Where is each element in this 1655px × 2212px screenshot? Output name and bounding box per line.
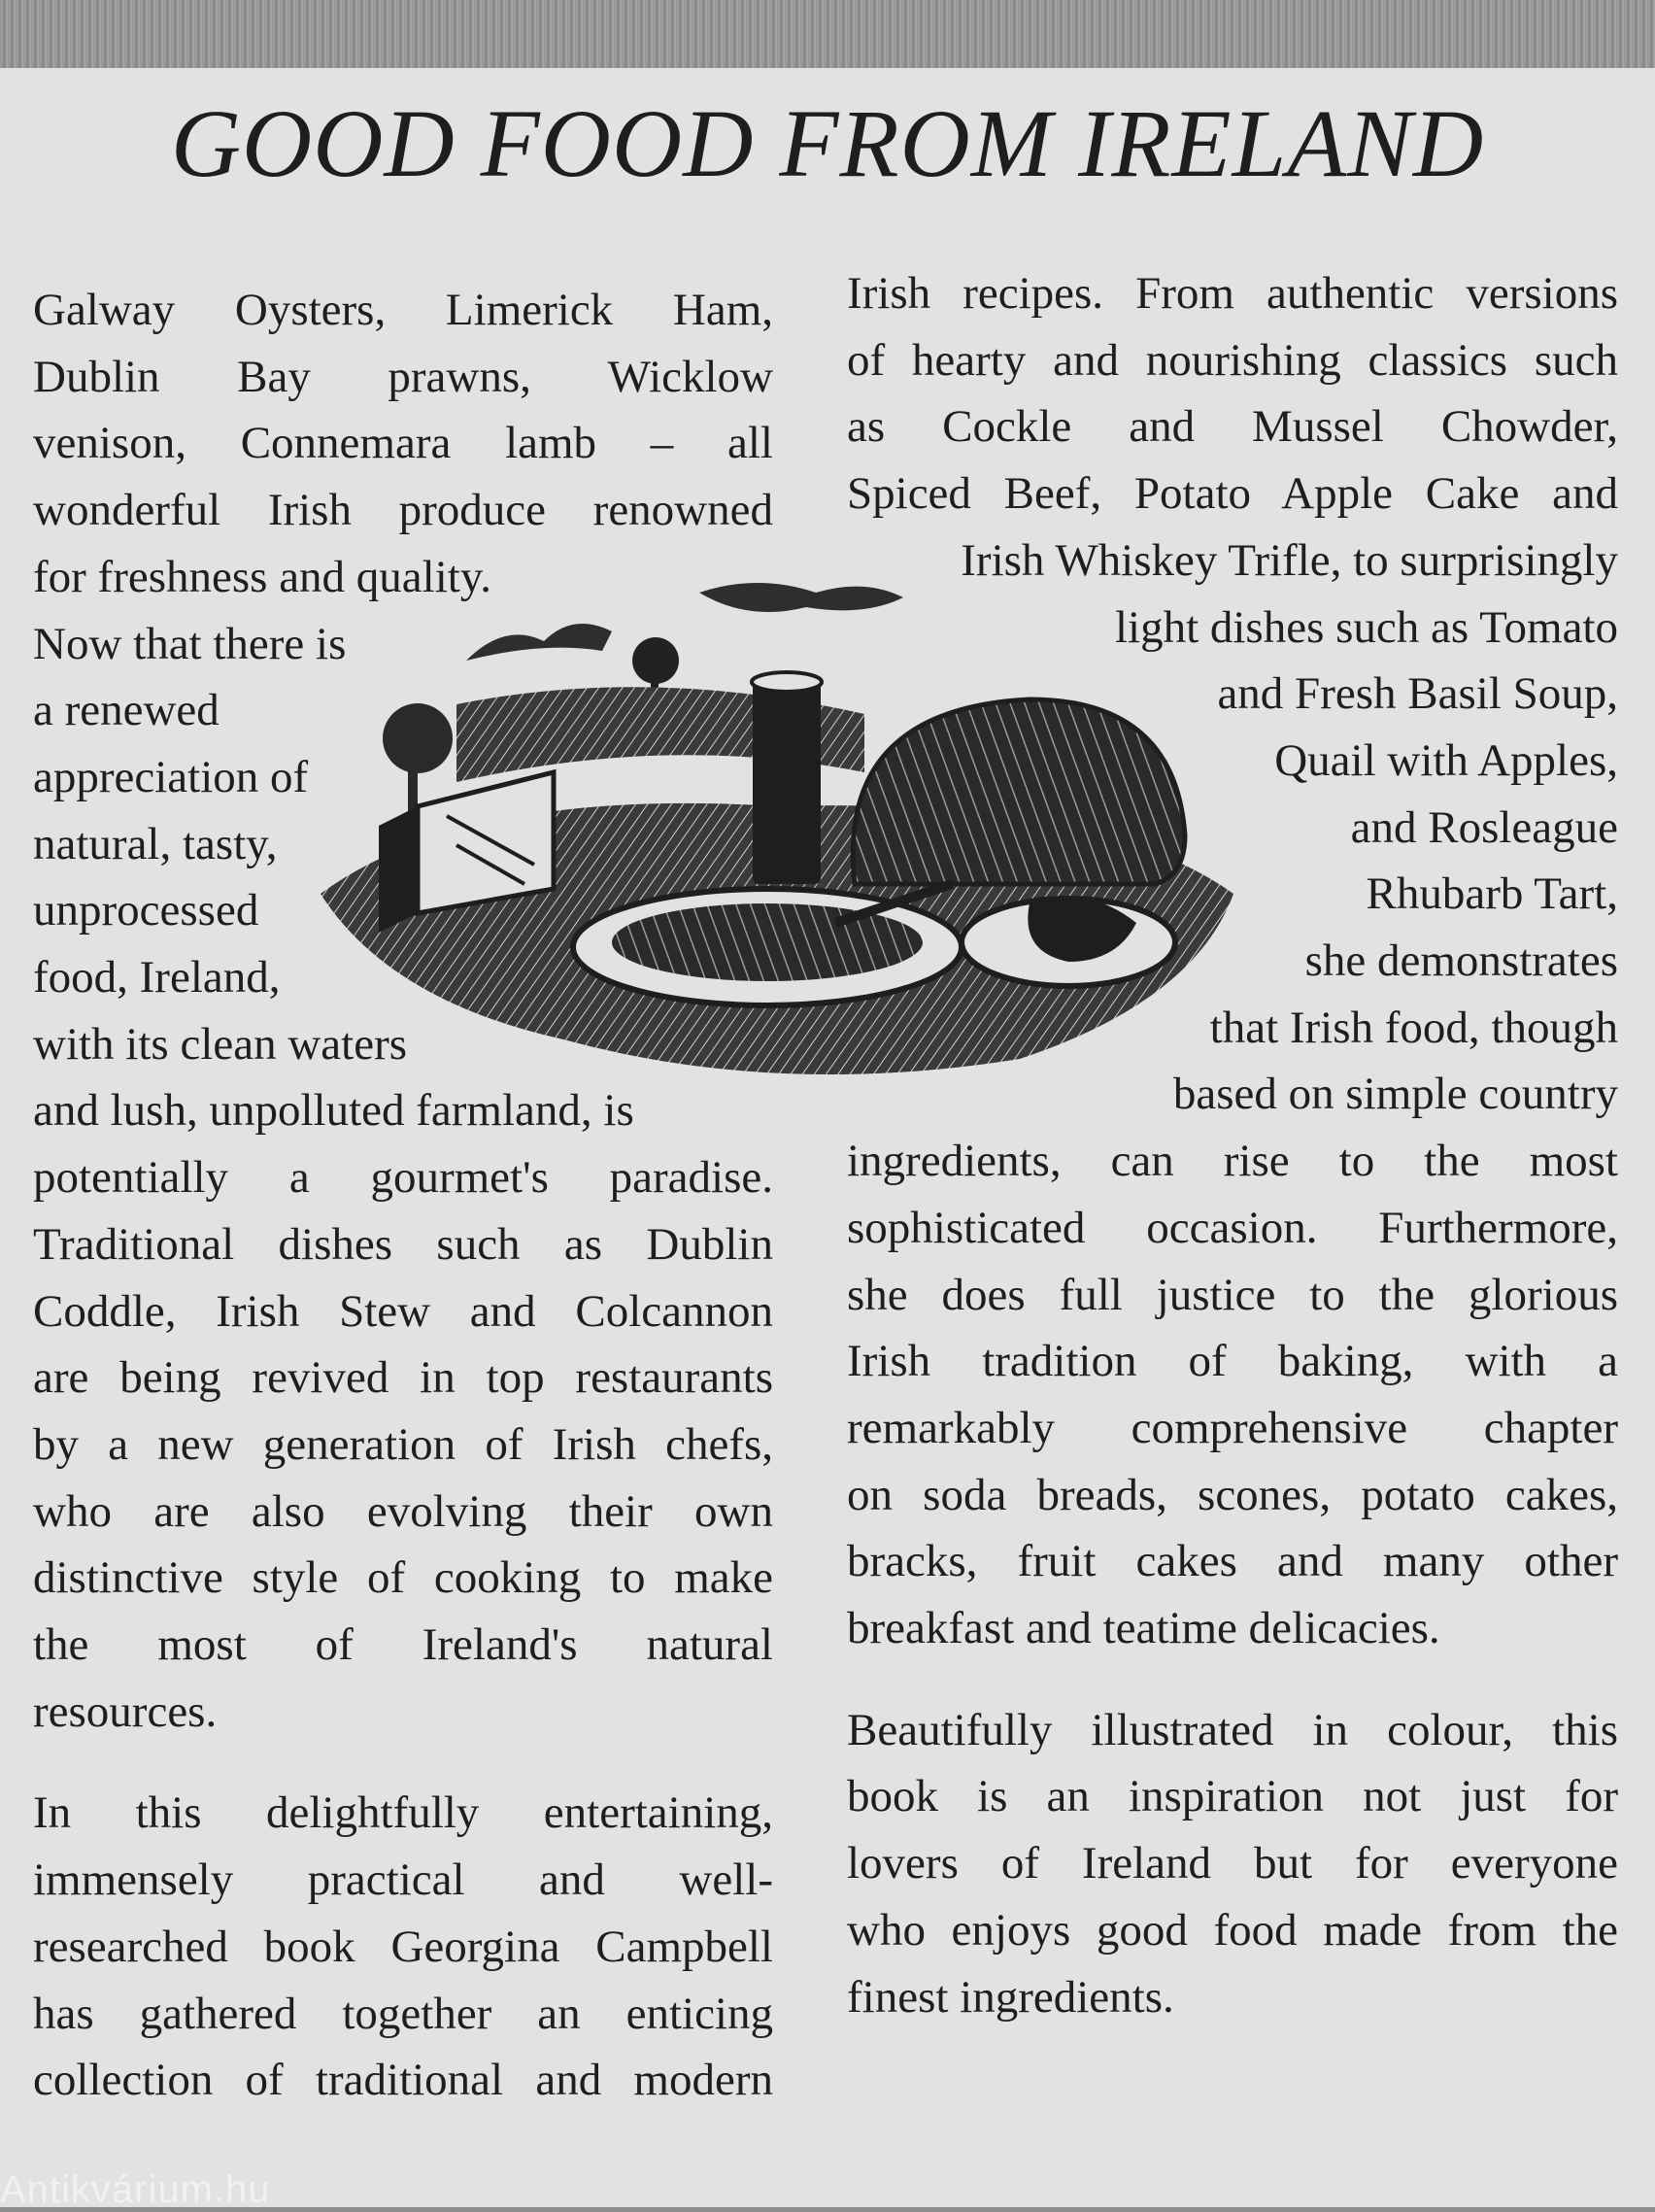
text-line: Beautifully illustrated in colour, this	[847, 1704, 1618, 1755]
text-line: In this delightfully entertaining,	[33, 1787, 773, 1839]
text-line: and Fresh Basil Soup,	[1217, 668, 1618, 720]
text-line: the most of Ireland's natural	[33, 1619, 773, 1671]
text-line: wonderful Irish produce renowned	[33, 485, 773, 536]
text-line: she does full justice to the glorious	[847, 1269, 1618, 1320]
text-line: Galway Oysters, Limerick Ham,	[33, 285, 773, 335]
text-line: collection of traditional and modern	[33, 2055, 773, 2106]
text-line: food, Ireland,	[33, 952, 281, 1004]
text-line: Irish Whiskey Trifle, to surprisingly	[961, 534, 1618, 586]
text-line: for freshness and quality.	[33, 551, 492, 602]
text-line: by a new generation of Irish chefs,	[33, 1418, 773, 1470]
text-line: with its clean waters	[33, 1018, 408, 1070]
food-woodcut-illustration	[311, 573, 1253, 1078]
text-line: sophisticated occasion. Furthermore,	[847, 1202, 1618, 1253]
text-line: lovers of Ireland but for everyone	[847, 1838, 1618, 1889]
text-line: based on simple country	[1172, 1069, 1618, 1120]
text-line: who are also evolving their own	[33, 1485, 773, 1537]
text-line: resources.	[33, 1685, 218, 1737]
text-line: of hearty and nourishing classics such	[847, 334, 1618, 386]
text-line: natural, tasty,	[33, 818, 278, 869]
text-line: she demonstrates	[1304, 936, 1618, 987]
watermark: Antikvárium.hu	[0, 2168, 271, 2211]
right-text-column	[847, 260, 1618, 2030]
text-line: ingredients, can rise to the most	[847, 1136, 1618, 1187]
text-line: breakfast and teatime delicacies.	[847, 1603, 1440, 1654]
text-line: Irish recipes. From authentic versions	[847, 268, 1618, 319]
text-line: Rhubarb Tart,	[1366, 868, 1618, 920]
text-line: researched book Georgina Campbell	[33, 1921, 773, 1972]
text-line: venison, Connemara lamb – all	[33, 418, 773, 469]
text-line: and lush, unpolluted farmland, is	[33, 1085, 634, 1137]
paragraph-gap	[847, 1662, 1618, 1697]
text-line: immensely practical and well-	[33, 1855, 773, 1906]
text-line: that Irish food, though	[1209, 1002, 1618, 1053]
paragraph-gap	[33, 1745, 773, 1780]
text-line: Irish tradition of baking, with a	[847, 1336, 1618, 1387]
text-line: unprocessed	[33, 885, 259, 936]
text-line: Coddle, Irish Stew and Colcannon	[33, 1285, 773, 1337]
text-line: finest ingredients.	[847, 1971, 1174, 2023]
text-line: are being revived in top restaurants	[33, 1352, 773, 1404]
text-line: distinctive style of cooking to make	[33, 1552, 773, 1604]
text-line: book is an inspiration not just for	[847, 1771, 1618, 1822]
text-line: Traditional dishes such as Dublin	[33, 1218, 773, 1270]
left-text-column	[33, 277, 773, 2114]
text-line: Now that there is	[33, 618, 347, 669]
text-line: Dublin Bay prawns, Wicklow	[33, 351, 773, 402]
text-line: appreciation of	[33, 751, 309, 802]
text-line: has gathered together an enticing	[33, 1988, 773, 2039]
text-line: potentially a gourmet's paradise.	[33, 1152, 773, 1204]
text-line: who enjoys good food made from the	[847, 1904, 1618, 1956]
text-line: Quail with Apples,	[1274, 734, 1618, 786]
text-line: and Rosleague	[1350, 801, 1618, 853]
text-line: light dishes such as Tomato	[1114, 601, 1618, 653]
text-line: remarkably comprehensive chapter	[847, 1402, 1618, 1453]
text-line: on soda breads, scones, potato cakes,	[847, 1469, 1618, 1520]
text-line: a renewed	[33, 685, 220, 736]
text-line: Spiced Beef, Potato Apple Cake and	[847, 468, 1618, 520]
page-title: GOOD FOOD FROM IRELAND	[170, 89, 1485, 197]
text-line: as Cockle and Mussel Chowder,	[847, 401, 1618, 453]
text-line: bracks, fruit cakes and many other	[847, 1536, 1618, 1587]
